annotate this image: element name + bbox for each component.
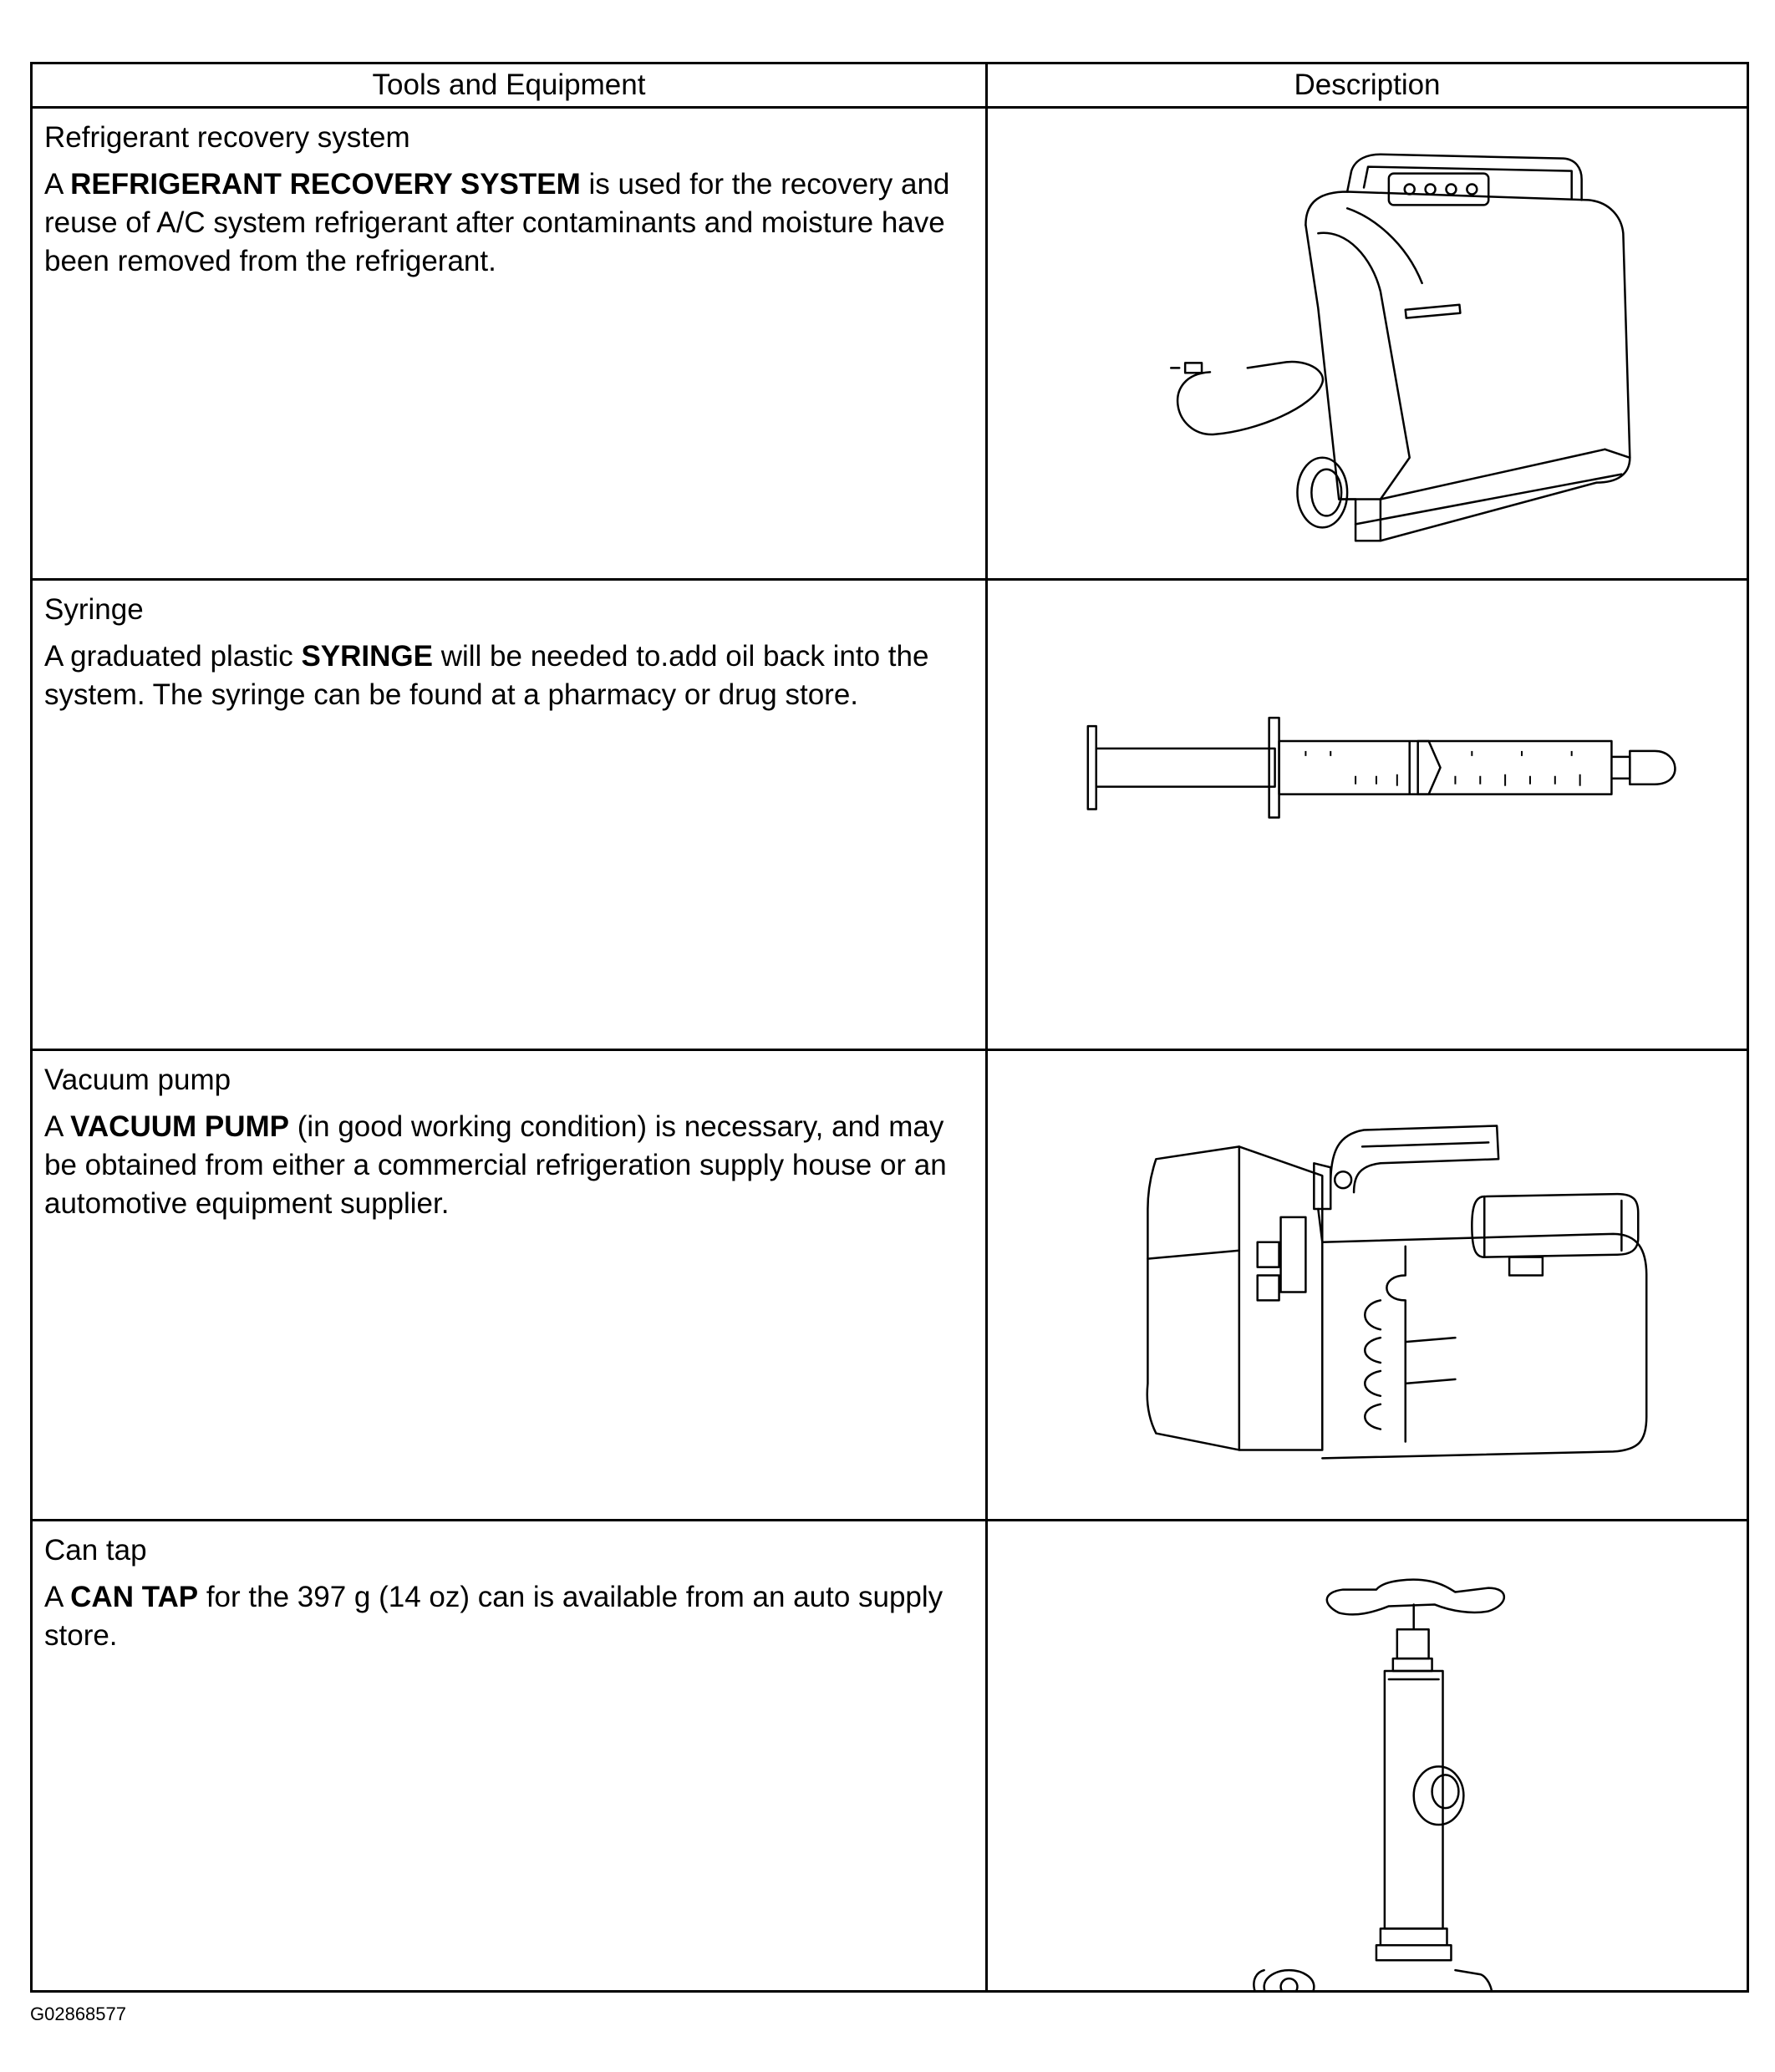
tool-name: Syringe [44, 593, 144, 626]
tool-text-cell [32, 1050, 987, 1521]
header-description: Description [987, 63, 1748, 108]
tool-description: A graduated plastic SYRINGE will be needed to.add oil back into the system. The syringe can be found at a pharmacy or drug store. [44, 640, 929, 711]
table-row [32, 1521, 1748, 1992]
tool-text-cell [32, 108, 987, 580]
tool-text-cell [32, 580, 987, 1050]
tool-image-cell [987, 1521, 1748, 1992]
tool-description: A REFRIGERANT RECOVERY SYSTEM is used for the recovery and reuse of A/C system refrigerant after contaminants and moisture have been removed from the refrigerant. [44, 168, 950, 277]
tool-name-bold: SYRINGE [301, 640, 433, 673]
table-row [32, 108, 1748, 580]
tool-name: Refrigerant recovery system [44, 121, 410, 154]
tool-name-bold: VACUUM PUMP [70, 1110, 289, 1143]
tool-image-cell [987, 1050, 1748, 1521]
tool-name: Can tap [44, 1534, 147, 1567]
tool-description: A CAN TAP for the 397 g (14 oz) can is available from an auto supply store. [44, 1581, 943, 1652]
vacuum-pump-icon [988, 1051, 1747, 1519]
header-tools-equipment: Tools and Equipment [32, 63, 987, 108]
tool-name-bold: REFRIGERANT RECOVERY SYSTEM [70, 168, 581, 201]
can-tap-icon [988, 1521, 1747, 1990]
tool-name: Vacuum pump [44, 1064, 231, 1096]
tool-image-cell [987, 580, 1748, 1050]
table-row [32, 1050, 1748, 1521]
tool-name-bold: CAN TAP [70, 1581, 199, 1613]
tool-image-cell [987, 108, 1748, 580]
figure-id: G02868577 [30, 2003, 126, 2024]
tools-equipment-table [30, 62, 1749, 1993]
table-row [32, 580, 1748, 1050]
tool-text-cell [32, 1521, 987, 1992]
header-row [32, 63, 1748, 108]
syringe-icon [988, 581, 1747, 1049]
tool-description: A VACUUM PUMP (in good working condition) is necessary, and may be obtained from either a commercial refrigeration supply house or an automotive equipment supplier. [44, 1110, 947, 1220]
refrigerant-recovery-machine-icon [988, 109, 1747, 578]
